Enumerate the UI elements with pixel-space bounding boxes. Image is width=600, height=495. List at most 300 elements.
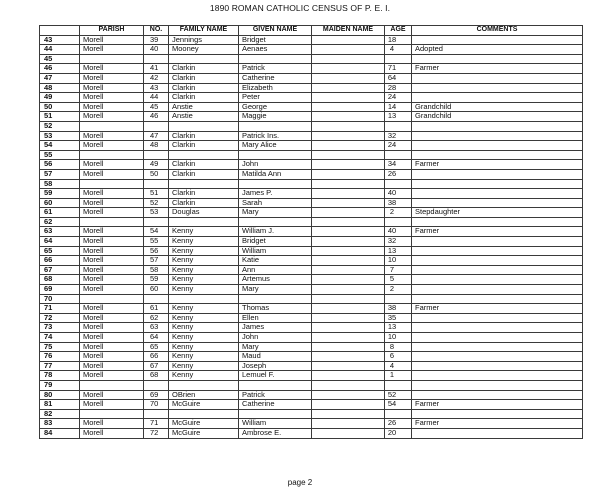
- parish-cell: Morell: [80, 189, 144, 199]
- row-number-cell: 54: [40, 141, 80, 151]
- column-header-comments: COMMENTS: [412, 26, 583, 36]
- row-number-cell: 72: [40, 313, 80, 323]
- family-name-cell: Clarkin: [169, 93, 239, 103]
- age-cell: 28: [385, 83, 412, 93]
- given-name-cell: Bridget: [239, 35, 312, 45]
- number-cell: 58: [144, 265, 169, 275]
- parish-cell: Morell: [80, 112, 144, 122]
- maiden-name-cell: [312, 237, 385, 247]
- number-cell: [144, 380, 169, 390]
- age-cell: 35: [385, 313, 412, 323]
- comments-cell: [412, 342, 583, 352]
- family-name-cell: Kenny: [169, 265, 239, 275]
- number-cell: 39: [144, 35, 169, 45]
- table-row: [40, 304, 583, 314]
- row-number-cell: 77: [40, 361, 80, 371]
- age-cell: 38: [385, 198, 412, 208]
- maiden-name-cell: [312, 342, 385, 352]
- maiden-name-cell: [312, 160, 385, 170]
- family-name-cell: [169, 380, 239, 390]
- given-name-cell: Peter: [239, 93, 312, 103]
- row-number-cell: 43: [40, 35, 80, 45]
- age-cell: 20: [385, 428, 412, 438]
- table-row: [40, 45, 583, 55]
- age-cell: 71: [385, 64, 412, 74]
- parish-cell: [80, 121, 144, 131]
- parish-cell: Morell: [80, 73, 144, 83]
- table-row: [40, 275, 583, 285]
- parish-cell: Morell: [80, 428, 144, 438]
- comments-cell: [412, 256, 583, 266]
- given-name-cell: Patrick: [239, 390, 312, 400]
- number-cell: 63: [144, 323, 169, 333]
- table-row: [40, 73, 583, 83]
- comments-cell: [412, 73, 583, 83]
- given-name-cell: [239, 294, 312, 304]
- row-number-cell: 46: [40, 64, 80, 74]
- comments-cell: Farmer: [412, 160, 583, 170]
- row-number-cell: 51: [40, 112, 80, 122]
- table-row: [40, 131, 583, 141]
- age-cell: [385, 121, 412, 131]
- number-cell: [144, 150, 169, 160]
- row-number-cell: 67: [40, 265, 80, 275]
- number-cell: 48: [144, 141, 169, 151]
- comments-cell: Adopted: [412, 45, 583, 55]
- number-cell: 70: [144, 400, 169, 410]
- table-row: [40, 179, 583, 189]
- row-number-cell: 70: [40, 294, 80, 304]
- row-number-cell: 80: [40, 390, 80, 400]
- comments-cell: [412, 352, 583, 362]
- comments-cell: [412, 179, 583, 189]
- family-name-cell: Clarkin: [169, 141, 239, 151]
- parish-cell: Morell: [80, 361, 144, 371]
- family-name-cell: Clarkin: [169, 64, 239, 74]
- maiden-name-cell: [312, 313, 385, 323]
- table-row: [40, 189, 583, 199]
- maiden-name-cell: [312, 390, 385, 400]
- family-name-cell: Anstie: [169, 112, 239, 122]
- parish-cell: [80, 409, 144, 419]
- parish-cell: Morell: [80, 237, 144, 247]
- census-table-body: [40, 35, 583, 438]
- given-name-cell: [239, 179, 312, 189]
- comments-cell: [412, 189, 583, 199]
- table-row: [40, 54, 583, 64]
- number-cell: 51: [144, 189, 169, 199]
- maiden-name-cell: [312, 83, 385, 93]
- parish-cell: [80, 294, 144, 304]
- age-cell: 32: [385, 131, 412, 141]
- family-name-cell: Kenny: [169, 313, 239, 323]
- maiden-name-cell: [312, 275, 385, 285]
- parish-cell: Morell: [80, 160, 144, 170]
- parish-cell: Morell: [80, 83, 144, 93]
- given-name-cell: William J.: [239, 227, 312, 237]
- number-cell: 50: [144, 169, 169, 179]
- parish-cell: [80, 54, 144, 64]
- age-cell: 2: [385, 208, 412, 218]
- census-table: [39, 25, 583, 439]
- comments-cell: [412, 294, 583, 304]
- maiden-name-cell: [312, 102, 385, 112]
- row-number-cell: 57: [40, 169, 80, 179]
- age-cell: 54: [385, 400, 412, 410]
- parish-cell: Morell: [80, 285, 144, 295]
- given-name-cell: [239, 409, 312, 419]
- parish-cell: Morell: [80, 246, 144, 256]
- row-number-cell: 74: [40, 333, 80, 343]
- number-cell: 59: [144, 275, 169, 285]
- number-cell: 57: [144, 256, 169, 266]
- given-name-cell: Mary Alice: [239, 141, 312, 151]
- row-number-cell: 84: [40, 428, 80, 438]
- table-row: [40, 150, 583, 160]
- number-cell: 69: [144, 390, 169, 400]
- header-row: [40, 26, 583, 36]
- number-cell: [144, 217, 169, 227]
- row-number-cell: 62: [40, 217, 80, 227]
- given-name-cell: Aenaes: [239, 45, 312, 55]
- age-cell: 24: [385, 141, 412, 151]
- maiden-name-cell: [312, 150, 385, 160]
- number-cell: 72: [144, 428, 169, 438]
- maiden-name-cell: [312, 380, 385, 390]
- number-cell: [144, 54, 169, 64]
- given-name-cell: Joseph: [239, 361, 312, 371]
- parish-cell: Morell: [80, 400, 144, 410]
- given-name-cell: Artemus: [239, 275, 312, 285]
- age-cell: [385, 380, 412, 390]
- given-name-cell: Maud: [239, 352, 312, 362]
- maiden-name-cell: [312, 198, 385, 208]
- number-cell: 62: [144, 313, 169, 323]
- row-number-cell: 78: [40, 371, 80, 381]
- table-row: [40, 285, 583, 295]
- column-header-age: AGE: [385, 26, 412, 36]
- column-header-parish: PARISH: [80, 26, 144, 36]
- age-cell: 7: [385, 265, 412, 275]
- given-name-cell: Katie: [239, 256, 312, 266]
- maiden-name-cell: [312, 93, 385, 103]
- row-number-cell: 47: [40, 73, 80, 83]
- family-name-cell: Kenny: [169, 275, 239, 285]
- number-cell: 44: [144, 93, 169, 103]
- row-number-cell: 73: [40, 323, 80, 333]
- number-cell: 68: [144, 371, 169, 381]
- parish-cell: [80, 217, 144, 227]
- age-cell: 2: [385, 285, 412, 295]
- given-name-cell: Bridget: [239, 237, 312, 247]
- number-cell: 40: [144, 45, 169, 55]
- row-number-cell: 59: [40, 189, 80, 199]
- parish-cell: Morell: [80, 390, 144, 400]
- comments-cell: Farmer: [412, 419, 583, 429]
- number-cell: [144, 409, 169, 419]
- comments-cell: Farmer: [412, 227, 583, 237]
- age-cell: 1: [385, 371, 412, 381]
- age-cell: 32: [385, 237, 412, 247]
- comments-cell: [412, 409, 583, 419]
- row-number-cell: 49: [40, 93, 80, 103]
- parish-cell: Morell: [80, 265, 144, 275]
- age-cell: 24: [385, 93, 412, 103]
- family-name-cell: Kenny: [169, 361, 239, 371]
- row-number-cell: 58: [40, 179, 80, 189]
- family-name-cell: [169, 54, 239, 64]
- table-row: [40, 93, 583, 103]
- row-number-cell: 48: [40, 83, 80, 93]
- family-name-cell: Kenny: [169, 285, 239, 295]
- table-row: [40, 160, 583, 170]
- maiden-name-cell: [312, 265, 385, 275]
- age-cell: 18: [385, 35, 412, 45]
- maiden-name-cell: [312, 121, 385, 131]
- family-name-cell: McGuire: [169, 400, 239, 410]
- given-name-cell: [239, 54, 312, 64]
- given-name-cell: [239, 217, 312, 227]
- table-row: [40, 35, 583, 45]
- family-name-cell: McGuire: [169, 428, 239, 438]
- number-cell: 54: [144, 227, 169, 237]
- comments-cell: [412, 54, 583, 64]
- table-row: [40, 121, 583, 131]
- family-name-cell: Clarkin: [169, 189, 239, 199]
- family-name-cell: [169, 121, 239, 131]
- family-name-cell: Clarkin: [169, 160, 239, 170]
- maiden-name-cell: [312, 371, 385, 381]
- age-cell: 4: [385, 45, 412, 55]
- family-name-cell: [169, 179, 239, 189]
- family-name-cell: Clarkin: [169, 198, 239, 208]
- parish-cell: Morell: [80, 371, 144, 381]
- given-name-cell: [239, 380, 312, 390]
- comments-cell: Stepdaughter: [412, 208, 583, 218]
- family-name-cell: McGuire: [169, 419, 239, 429]
- row-number-cell: 44: [40, 45, 80, 55]
- given-name-cell: Mary: [239, 208, 312, 218]
- parish-cell: [80, 150, 144, 160]
- comments-cell: [412, 121, 583, 131]
- age-cell: 10: [385, 256, 412, 266]
- table-row: [40, 227, 583, 237]
- number-cell: 64: [144, 333, 169, 343]
- comments-cell: [412, 237, 583, 247]
- maiden-name-cell: [312, 294, 385, 304]
- comments-cell: [412, 380, 583, 390]
- column-header-number: NO.: [144, 26, 169, 36]
- family-name-cell: OBrien: [169, 390, 239, 400]
- table-row: [40, 265, 583, 275]
- age-cell: [385, 217, 412, 227]
- number-cell: 71: [144, 419, 169, 429]
- row-number-cell: 69: [40, 285, 80, 295]
- age-cell: 5: [385, 275, 412, 285]
- age-cell: 52: [385, 390, 412, 400]
- number-cell: 61: [144, 304, 169, 314]
- maiden-name-cell: [312, 64, 385, 74]
- given-name-cell: Ann: [239, 265, 312, 275]
- comments-cell: [412, 35, 583, 45]
- page-title: 1890 ROMAN CATHOLIC CENSUS OF P. E. I.: [209, 3, 391, 13]
- table-row: [40, 208, 583, 218]
- age-cell: 4: [385, 361, 412, 371]
- comments-cell: [412, 131, 583, 141]
- number-cell: 46: [144, 112, 169, 122]
- family-name-cell: Kenny: [169, 323, 239, 333]
- comments-cell: Farmer: [412, 400, 583, 410]
- age-cell: 40: [385, 227, 412, 237]
- comments-cell: [412, 285, 583, 295]
- row-number-cell: 63: [40, 227, 80, 237]
- table-row: [40, 342, 583, 352]
- maiden-name-cell: [312, 189, 385, 199]
- number-cell: [144, 294, 169, 304]
- table-row: [40, 83, 583, 93]
- age-cell: 38: [385, 304, 412, 314]
- family-name-cell: [169, 150, 239, 160]
- parish-cell: Morell: [80, 131, 144, 141]
- table-row: [40, 400, 583, 410]
- maiden-name-cell: [312, 217, 385, 227]
- given-name-cell: Sarah: [239, 198, 312, 208]
- comments-cell: [412, 428, 583, 438]
- comments-cell: [412, 198, 583, 208]
- table-row: [40, 237, 583, 247]
- age-cell: [385, 179, 412, 189]
- family-name-cell: Kenny: [169, 237, 239, 247]
- table-row: [40, 294, 583, 304]
- number-cell: 47: [144, 131, 169, 141]
- family-name-cell: Clarkin: [169, 131, 239, 141]
- number-cell: 60: [144, 285, 169, 295]
- table-row: [40, 409, 583, 419]
- parish-cell: Morell: [80, 304, 144, 314]
- comments-cell: Grandchild: [412, 112, 583, 122]
- number-cell: 49: [144, 160, 169, 170]
- maiden-name-cell: [312, 419, 385, 429]
- row-number-cell: 61: [40, 208, 80, 218]
- parish-cell: Morell: [80, 227, 144, 237]
- maiden-name-cell: [312, 141, 385, 151]
- age-cell: 34: [385, 160, 412, 170]
- maiden-name-cell: [312, 112, 385, 122]
- table-row: [40, 352, 583, 362]
- row-number-cell: 79: [40, 380, 80, 390]
- given-name-cell: James: [239, 323, 312, 333]
- family-name-cell: Kenny: [169, 227, 239, 237]
- row-number-cell: 52: [40, 121, 80, 131]
- maiden-name-cell: [312, 256, 385, 266]
- comments-cell: Farmer: [412, 304, 583, 314]
- age-cell: 40: [385, 189, 412, 199]
- maiden-name-cell: [312, 179, 385, 189]
- row-number-cell: 55: [40, 150, 80, 160]
- row-number-cell: 76: [40, 352, 80, 362]
- comments-cell: [412, 83, 583, 93]
- given-name-cell: Mary: [239, 342, 312, 352]
- comments-cell: [412, 323, 583, 333]
- parish-cell: Morell: [80, 93, 144, 103]
- parish-cell: Morell: [80, 35, 144, 45]
- family-name-cell: [169, 294, 239, 304]
- given-name-cell: Catherine: [239, 73, 312, 83]
- maiden-name-cell: [312, 428, 385, 438]
- maiden-name-cell: [312, 361, 385, 371]
- table-row: [40, 419, 583, 429]
- table-row: [40, 169, 583, 179]
- given-name-cell: Ambrose E.: [239, 428, 312, 438]
- given-name-cell: William: [239, 419, 312, 429]
- comments-cell: [412, 361, 583, 371]
- parish-cell: Morell: [80, 198, 144, 208]
- maiden-name-cell: [312, 246, 385, 256]
- table-row: [40, 380, 583, 390]
- maiden-name-cell: [312, 169, 385, 179]
- age-cell: [385, 54, 412, 64]
- parish-cell: Morell: [80, 141, 144, 151]
- parish-cell: Morell: [80, 102, 144, 112]
- comments-cell: [412, 93, 583, 103]
- row-number-cell: 45: [40, 54, 80, 64]
- row-number-cell: 68: [40, 275, 80, 285]
- family-name-cell: Kenny: [169, 256, 239, 266]
- given-name-cell: Maggie: [239, 112, 312, 122]
- age-cell: 26: [385, 419, 412, 429]
- family-name-cell: Kenny: [169, 352, 239, 362]
- maiden-name-cell: [312, 409, 385, 419]
- maiden-name-cell: [312, 400, 385, 410]
- parish-cell: Morell: [80, 64, 144, 74]
- age-cell: 14: [385, 102, 412, 112]
- comments-cell: [412, 371, 583, 381]
- table-row: [40, 390, 583, 400]
- row-number-cell: 64: [40, 237, 80, 247]
- maiden-name-cell: [312, 131, 385, 141]
- row-number-cell: 81: [40, 400, 80, 410]
- row-number-cell: 75: [40, 342, 80, 352]
- maiden-name-cell: [312, 323, 385, 333]
- parish-cell: Morell: [80, 208, 144, 218]
- number-cell: 42: [144, 73, 169, 83]
- comments-cell: [412, 313, 583, 323]
- parish-cell: Morell: [80, 419, 144, 429]
- comments-cell: [412, 265, 583, 275]
- comments-cell: [412, 217, 583, 227]
- number-cell: 53: [144, 208, 169, 218]
- table-row: [40, 256, 583, 266]
- given-name-cell: Ellen: [239, 313, 312, 323]
- maiden-name-cell: [312, 285, 385, 295]
- page-number: page 2: [287, 478, 313, 487]
- family-name-cell: Clarkin: [169, 83, 239, 93]
- age-cell: [385, 409, 412, 419]
- maiden-name-cell: [312, 333, 385, 343]
- number-cell: 65: [144, 342, 169, 352]
- family-name-cell: Mooney: [169, 45, 239, 55]
- given-name-cell: [239, 150, 312, 160]
- family-name-cell: [169, 217, 239, 227]
- comments-cell: [412, 333, 583, 343]
- parish-cell: [80, 380, 144, 390]
- row-number-cell: 66: [40, 256, 80, 266]
- number-cell: 66: [144, 352, 169, 362]
- family-name-cell: Clarkin: [169, 169, 239, 179]
- column-header-family-name: FAMILY NAME: [169, 26, 239, 36]
- given-name-cell: Elizabeth: [239, 83, 312, 93]
- given-name-cell: James P.: [239, 189, 312, 199]
